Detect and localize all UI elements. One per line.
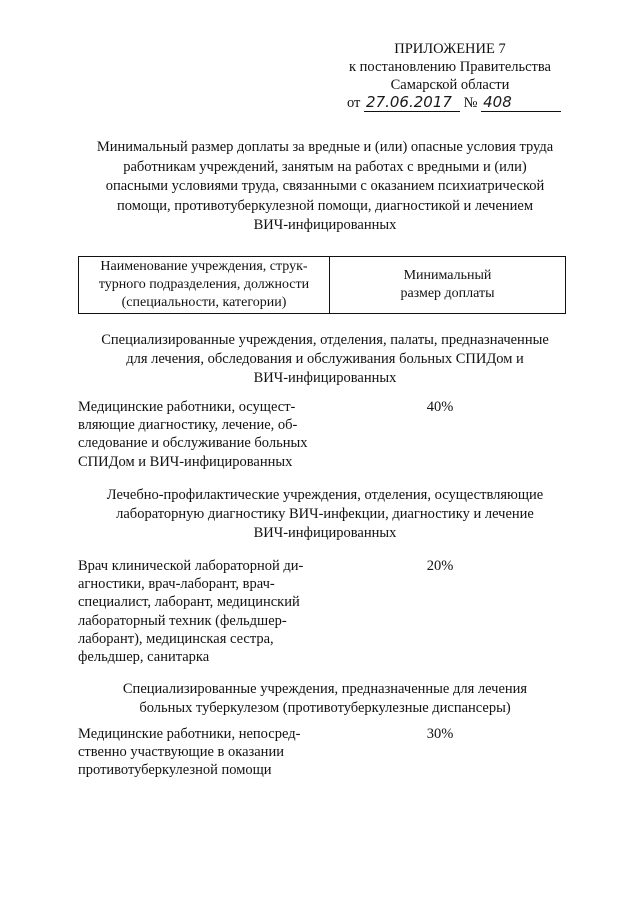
section-heading-line: больных туберкулезом (противотуберкулезные диспансеры) (139, 700, 511, 716)
title-line-2: работникам учреждений, занятым на работах с вредными и (или) (123, 158, 527, 175)
row-description-line: лаборант), медицинская сестра, (78, 630, 274, 647)
row-description (78, 398, 318, 471)
title-line-5: ВИЧ-инфицированных (253, 217, 397, 233)
row-description-line: СПИДом и ВИЧ-инфицированных (78, 453, 293, 470)
row-description (78, 557, 318, 666)
row-description-line: Врач клинической лабораторной ди- (78, 558, 304, 574)
section-heading-line: Лечебно-профилактические учреждения, отделения, осуществляющие (106, 487, 544, 503)
appendix-line-1: к постановлению Правительства (349, 59, 551, 75)
date-number-line (347, 93, 561, 112)
column-header-name (79, 257, 330, 313)
row-value: 30% (426, 726, 454, 742)
section-heading-line: ВИЧ-инфицированных (253, 525, 397, 541)
column-header-name-line: турного подразделения, должности (98, 277, 310, 292)
row-description-line: фельдшер, санитарка (78, 649, 210, 666)
column-header-value (330, 257, 565, 313)
section-heading-line: ВИЧ-инфицированных (253, 370, 397, 386)
title-line-1: Минимальный размер доплаты за вредные и (или) опасные условия труда (96, 139, 554, 155)
row-value: 20% (426, 558, 454, 574)
row-description-line: лабораторный техник (фельдшер- (78, 612, 287, 629)
row-description-line: противотуберкулезной помощи (78, 762, 272, 779)
appendix-line-2: Самарской области (390, 77, 510, 93)
appendix-header (330, 40, 570, 94)
section-heading-line: Специализированные учреждения, предназначенные для лечения (122, 681, 528, 697)
title-line-4: помощи, противотуберкулезной помощи, диагностикой и лечением (116, 197, 534, 214)
number-prefix: № (463, 95, 478, 111)
table-header (78, 256, 566, 314)
section-heading (70, 680, 580, 718)
section-heading (70, 331, 580, 388)
column-header-value-line: Минимальный (403, 268, 492, 283)
row-description-line: Медицинские работники, непосред- (78, 726, 301, 742)
row-description-line: специалист, лаборант, медицинский (78, 594, 300, 611)
row-description (78, 725, 318, 780)
section-heading (70, 486, 580, 543)
handwritten-date: 27.06.2017 (364, 93, 460, 112)
row-value: 40% (426, 399, 454, 415)
row-description-line: ственно участвующие в оказании (78, 744, 284, 761)
row-description-line: Медицинские работники, осущест- (78, 399, 296, 415)
section-heading-line: Специализированные учреждения, отделения, палаты, предназначенные (101, 332, 549, 348)
section-heading-line: для лечения, обследования и обслуживания больных СПИДом и (126, 351, 524, 367)
column-header-name-line: (специальности, категории) (121, 295, 287, 310)
title-line-3: опасными условиями труда, связанными с оказанием психиатрической (105, 178, 545, 194)
handwritten-number: 408 (481, 93, 561, 112)
date-prefix: от (347, 95, 361, 111)
column-header-value-line: размер доплаты (400, 286, 495, 301)
document-title (70, 138, 580, 236)
row-description-line: следование и обслуживание больных (78, 435, 308, 452)
column-header-name-line: Наименование учреждения, струк- (100, 259, 308, 274)
appendix-title: ПРИЛОЖЕНИЕ 7 (394, 41, 506, 57)
row-description-line: вляющие диагностику, лечение, об- (78, 417, 298, 434)
section-heading-line: лабораторную диагностику ВИЧ-инфекции, диагностику и лечение (116, 506, 534, 522)
row-description-line: агностики, врач-лаборант, врач- (78, 576, 275, 593)
